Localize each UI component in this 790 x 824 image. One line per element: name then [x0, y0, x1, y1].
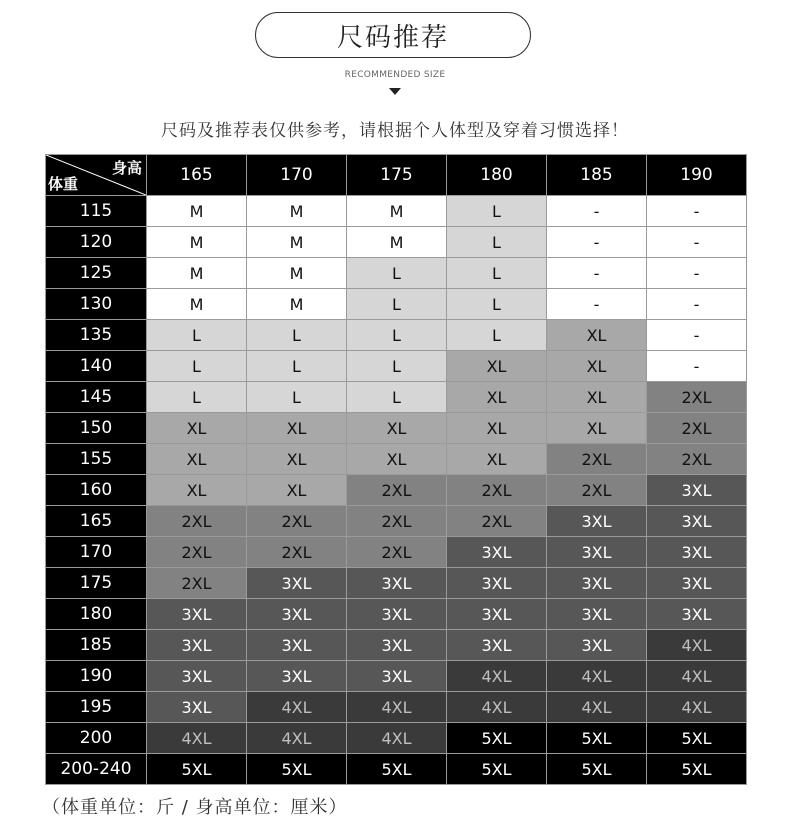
weight-header-cell: 155 [46, 444, 147, 475]
size-cell: XL [547, 382, 647, 413]
size-cell: 2XL [247, 506, 347, 537]
size-cell: - [647, 227, 747, 258]
weight-header-cell: 160 [46, 475, 147, 506]
size-cell: 2XL [147, 568, 247, 599]
size-cell: 2XL [147, 537, 247, 568]
size-chart-body [46, 155, 747, 785]
height-header-cell: 175 [347, 155, 447, 196]
size-cell: 3XL [247, 568, 347, 599]
size-cell: XL [147, 444, 247, 475]
size-cell: 3XL [147, 599, 247, 630]
weight-header-cell: 115 [46, 196, 147, 227]
size-cell: 5XL [447, 754, 547, 785]
table-row [46, 320, 747, 351]
units-footnote: （体重单位：斤 / 身高单位：厘米） [42, 797, 348, 818]
size-cell: M [147, 289, 247, 320]
size-cell: XL [447, 382, 547, 413]
size-cell: L [347, 320, 447, 351]
size-cell: 2XL [247, 537, 347, 568]
table-row [46, 754, 747, 785]
size-cell: L [347, 382, 447, 413]
size-cell: XL [247, 444, 347, 475]
size-cell: 2XL [547, 444, 647, 475]
size-cell: 3XL [347, 568, 447, 599]
size-cell: 2XL [347, 537, 447, 568]
size-cell: - [547, 289, 647, 320]
size-cell: 4XL [347, 723, 447, 754]
size-cell: XL [447, 444, 547, 475]
weight-header-cell: 120 [46, 227, 147, 258]
size-cell: 3XL [547, 537, 647, 568]
weight-header-cell: 165 [46, 506, 147, 537]
size-cell: 5XL [547, 723, 647, 754]
size-cell: 4XL [247, 692, 347, 723]
size-cell: 4XL [647, 692, 747, 723]
size-cell: - [647, 320, 747, 351]
down-triangle-icon [389, 88, 401, 95]
size-cell: 2XL [347, 475, 447, 506]
size-cell: 3XL [647, 475, 747, 506]
size-cell: 4XL [347, 692, 447, 723]
weight-header-cell: 130 [46, 289, 147, 320]
size-cell: 3XL [347, 599, 447, 630]
size-cell: 2XL [447, 475, 547, 506]
size-cell: 4XL [247, 723, 347, 754]
size-cell: 3XL [647, 537, 747, 568]
height-header-cell: 170 [247, 155, 347, 196]
size-cell: L [347, 258, 447, 289]
size-cell: XL [547, 320, 647, 351]
size-cell: 5XL [547, 754, 647, 785]
size-cell: XL [147, 413, 247, 444]
size-cell: - [647, 258, 747, 289]
size-cell: 4XL [547, 692, 647, 723]
size-cell: - [547, 227, 647, 258]
table-row [46, 630, 747, 661]
size-cell: 3XL [147, 630, 247, 661]
table-row [46, 537, 747, 568]
size-cell: 3XL [647, 506, 747, 537]
size-cell: XL [547, 351, 647, 382]
size-cell: XL [247, 413, 347, 444]
size-cell: L [447, 196, 547, 227]
size-cell: M [247, 258, 347, 289]
size-cell: L [147, 351, 247, 382]
size-cell: 3XL [547, 568, 647, 599]
height-header-cell: 185 [547, 155, 647, 196]
height-header-cell: 190 [647, 155, 747, 196]
size-cell: 3XL [347, 661, 447, 692]
size-cell: 3XL [547, 506, 647, 537]
weight-axis-label: 体重 [48, 175, 79, 193]
size-cell: 3XL [447, 568, 547, 599]
size-cell: 4XL [147, 723, 247, 754]
size-cell: 2XL [647, 413, 747, 444]
height-header-cell: 165 [147, 155, 247, 196]
size-cell: 3XL [147, 692, 247, 723]
size-cell: XL [447, 351, 547, 382]
size-cell: M [247, 196, 347, 227]
size-cell: 3XL [247, 661, 347, 692]
size-cell: 5XL [247, 754, 347, 785]
weight-header-cell: 200-240 [46, 754, 147, 785]
size-cell: 3XL [647, 568, 747, 599]
size-cell: M [247, 227, 347, 258]
table-row [46, 227, 747, 258]
disclaimer-note: 尺码及推荐表仅供参考，请根据个人体型及穿着习惯选择！ [161, 121, 629, 141]
table-row [46, 661, 747, 692]
page-title: 尺码推荐 [255, 12, 531, 58]
table-row [46, 382, 747, 413]
size-cell: L [347, 351, 447, 382]
table-row [46, 568, 747, 599]
size-cell: L [347, 289, 447, 320]
weight-header-cell: 145 [46, 382, 147, 413]
size-cell: M [347, 227, 447, 258]
size-cell: M [247, 289, 347, 320]
size-cell: 2XL [647, 382, 747, 413]
size-cell: 5XL [147, 754, 247, 785]
weight-header-cell: 200 [46, 723, 147, 754]
size-cell: M [347, 196, 447, 227]
size-cell: L [147, 320, 247, 351]
weight-header-cell: 135 [46, 320, 147, 351]
table-row [46, 723, 747, 754]
size-cell: L [247, 320, 347, 351]
size-cell: - [547, 258, 647, 289]
table-corner-header [46, 155, 147, 196]
size-cell: - [647, 196, 747, 227]
table-row [46, 413, 747, 444]
size-cell: L [247, 351, 347, 382]
size-cell: 4XL [647, 661, 747, 692]
size-cell: L [447, 258, 547, 289]
weight-header-cell: 170 [46, 537, 147, 568]
weight-header-cell: 175 [46, 568, 147, 599]
size-cell: 2XL [547, 475, 647, 506]
size-cell: 2XL [147, 506, 247, 537]
size-cell: 2XL [647, 444, 747, 475]
size-cell: 3XL [547, 630, 647, 661]
size-cell: 4XL [647, 630, 747, 661]
table-row [46, 289, 747, 320]
size-cell: XL [247, 475, 347, 506]
size-cell: 5XL [347, 754, 447, 785]
size-cell: 3XL [247, 599, 347, 630]
size-chart-table [45, 154, 747, 785]
size-cell: - [647, 351, 747, 382]
table-row [46, 258, 747, 289]
size-cell: L [147, 382, 247, 413]
size-cell: 3XL [247, 630, 347, 661]
table-row [46, 444, 747, 475]
size-cell: XL [447, 413, 547, 444]
size-cell: 3XL [447, 599, 547, 630]
weight-header-cell: 180 [46, 599, 147, 630]
height-header-row [46, 155, 747, 196]
weight-header-cell: 190 [46, 661, 147, 692]
size-cell: 3XL [447, 630, 547, 661]
size-cell: L [447, 289, 547, 320]
size-cell: 5XL [447, 723, 547, 754]
size-cell: L [247, 382, 347, 413]
table-row [46, 475, 747, 506]
size-cell: 2XL [447, 506, 547, 537]
weight-header-cell: 140 [46, 351, 147, 382]
weight-header-cell: 125 [46, 258, 147, 289]
size-cell: 4XL [447, 692, 547, 723]
size-cell: XL [347, 444, 447, 475]
size-cell: XL [147, 475, 247, 506]
table-row [46, 692, 747, 723]
size-cell: L [447, 320, 547, 351]
weight-header-cell: 150 [46, 413, 147, 444]
size-cell: 3XL [147, 661, 247, 692]
size-cell: - [547, 196, 647, 227]
size-cell: 4XL [447, 661, 547, 692]
size-cell: XL [547, 413, 647, 444]
size-cell: 2XL [347, 506, 447, 537]
size-cell: 5XL [647, 723, 747, 754]
size-cell: 3XL [447, 537, 547, 568]
size-cell: M [147, 258, 247, 289]
table-row [46, 599, 747, 630]
size-cell: 3XL [647, 599, 747, 630]
table-row [46, 196, 747, 227]
size-cell: L [447, 227, 547, 258]
size-cell: M [147, 227, 247, 258]
height-axis-label: 身高 [111, 159, 142, 177]
page-subtitle: RECOMMENDED SIZE [344, 70, 446, 80]
weight-header-cell: 185 [46, 630, 147, 661]
size-cell: 3XL [547, 599, 647, 630]
size-cell: - [647, 289, 747, 320]
height-header-cell: 180 [447, 155, 547, 196]
size-cell: XL [347, 413, 447, 444]
table-row [46, 351, 747, 382]
size-cell: 4XL [547, 661, 647, 692]
weight-header-cell: 195 [46, 692, 147, 723]
table-row [46, 506, 747, 537]
size-cell: 5XL [647, 754, 747, 785]
size-cell: 3XL [347, 630, 447, 661]
size-cell: M [147, 196, 247, 227]
